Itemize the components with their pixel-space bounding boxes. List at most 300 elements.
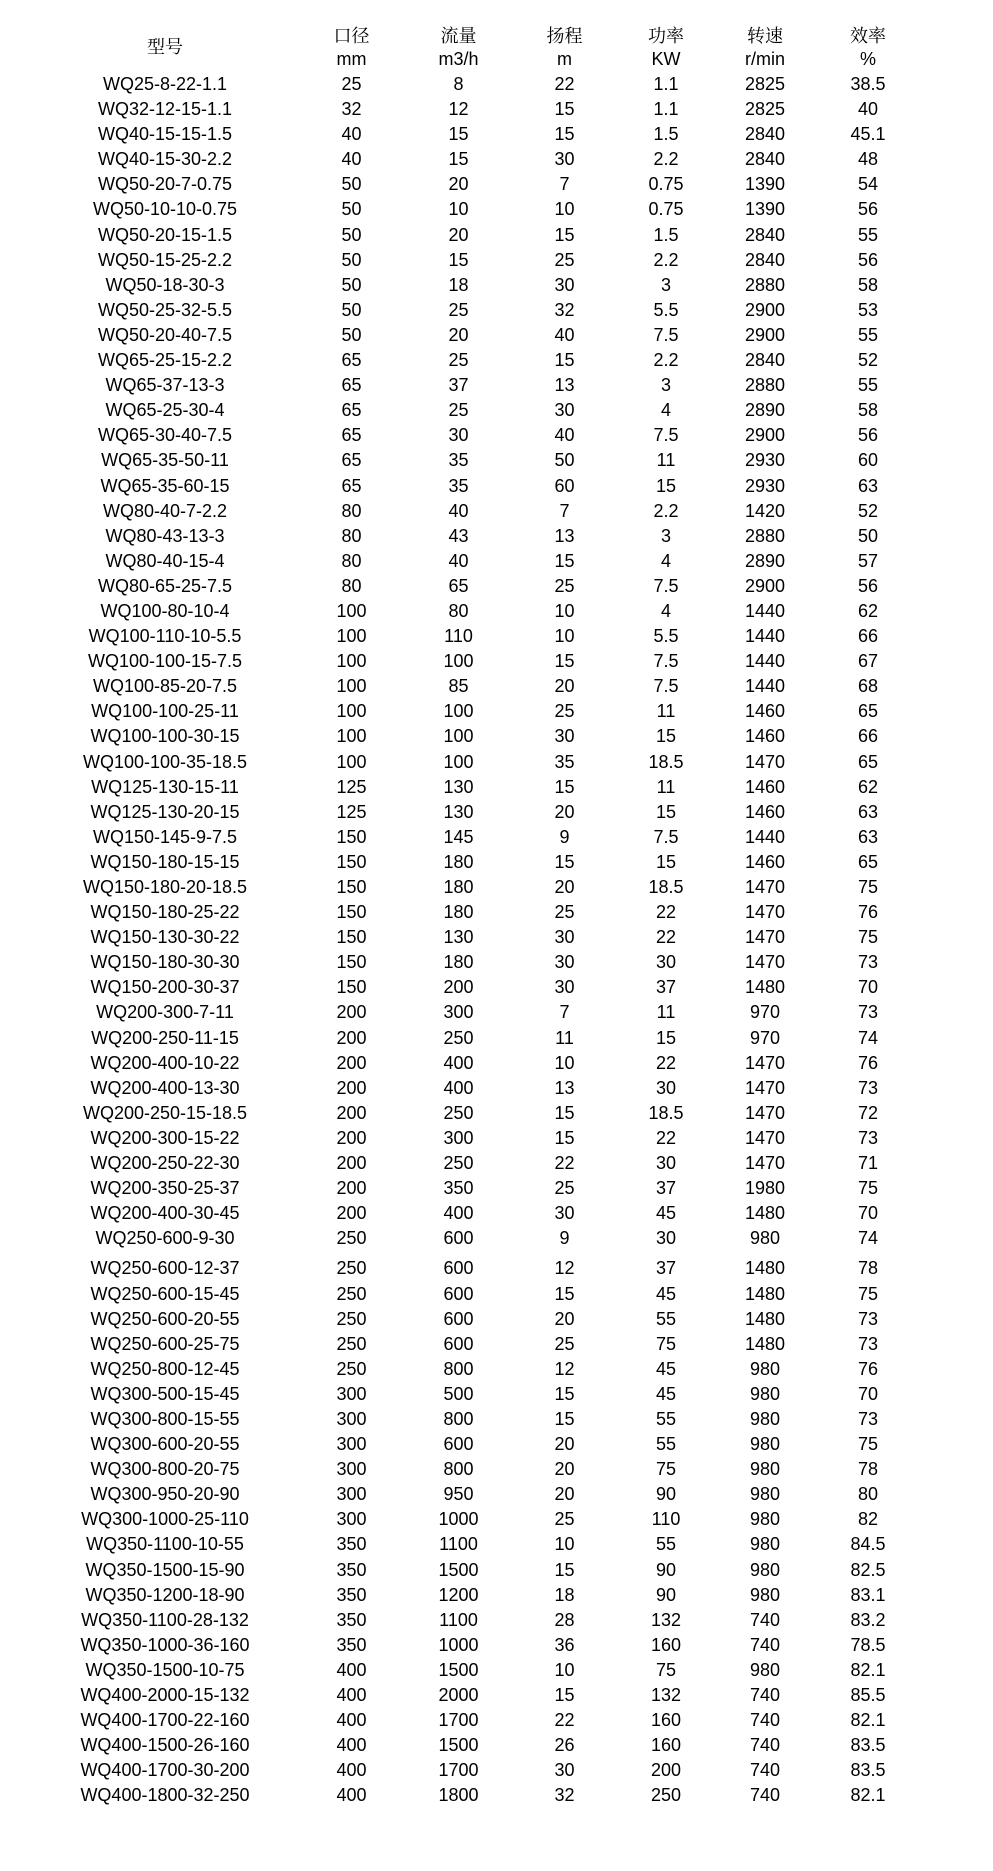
table-row — [0, 1176, 921, 1201]
power-cell: 1.5 — [653, 124, 679, 145]
flow-cell: 40 — [448, 550, 469, 571]
efficiency-cell: 56 — [857, 199, 879, 220]
flow-cell: 15 — [448, 149, 469, 170]
table-row — [0, 1633, 921, 1658]
head-cell: 12 — [554, 1258, 575, 1279]
power-cell: 22 — [655, 927, 677, 948]
table-row — [0, 800, 921, 825]
diameter-cell: 350 — [336, 1584, 367, 1605]
power-cell: 4 — [660, 400, 671, 421]
efficiency-cell: 53 — [857, 299, 879, 320]
speed-cell: 2880 — [744, 274, 786, 295]
model-cell: WQ50-25-32-5.5 — [97, 299, 233, 320]
efficiency-cell: 71 — [857, 1153, 879, 1174]
head-cell: 15 — [554, 1408, 575, 1429]
table-row — [0, 1482, 921, 1507]
power-cell: 18.5 — [648, 751, 684, 772]
speed-cell: 1480 — [744, 1203, 786, 1224]
speed-cell: 1470 — [744, 952, 786, 973]
head-cell: 22 — [554, 1710, 575, 1731]
efficiency-cell: 82.1 — [850, 1785, 886, 1806]
power-cell: 90 — [655, 1484, 677, 1505]
column-label: 口径 — [333, 26, 370, 46]
flow-cell: 1200 — [438, 1584, 479, 1605]
diameter-cell: 200 — [336, 1102, 367, 1123]
flow-cell: 180 — [443, 851, 474, 872]
power-cell: 37 — [655, 1258, 677, 1279]
head-cell: 15 — [554, 99, 575, 120]
diameter-cell: 40 — [341, 149, 362, 170]
head-cell: 28 — [554, 1609, 575, 1630]
head-cell: 7 — [559, 174, 570, 195]
flow-cell: 400 — [443, 1203, 474, 1224]
efficiency-cell: 85.5 — [850, 1685, 886, 1705]
model-cell: WQ200-400-13-30 — [90, 1077, 240, 1098]
efficiency-cell: 82.1 — [850, 1710, 886, 1731]
table-row — [0, 398, 921, 423]
speed-cell: 980 — [749, 1584, 781, 1605]
column-header-model — [0, 24, 258, 72]
flow-cell: 20 — [448, 324, 469, 345]
efficiency-cell: 73 — [857, 1127, 879, 1148]
power-cell: 4 — [660, 550, 671, 571]
efficiency-cell: 40 — [857, 99, 879, 120]
flow-cell: 250 — [443, 1027, 474, 1048]
table-row — [0, 925, 921, 950]
head-cell: 9 — [559, 1228, 570, 1249]
table-row — [0, 1076, 921, 1101]
power-cell: 37 — [655, 977, 677, 998]
speed-cell: 1440 — [744, 651, 786, 672]
model-cell: WQ350-1100-10-55 — [86, 1534, 244, 1555]
diameter-cell: 65 — [341, 450, 362, 471]
table-row — [0, 850, 921, 875]
power-cell: 22 — [655, 902, 677, 923]
power-cell: 22 — [655, 1052, 677, 1073]
power-cell: 45 — [655, 1358, 677, 1379]
efficiency-cell: 76 — [857, 1052, 879, 1073]
model-cell: WQ150-200-30-37 — [90, 977, 240, 998]
power-cell: 2.2 — [653, 500, 679, 521]
diameter-cell: 32 — [341, 99, 362, 120]
table-row — [0, 172, 921, 197]
diameter-cell: 65 — [341, 375, 362, 396]
diameter-cell: 200 — [336, 1153, 367, 1174]
head-cell: 20 — [554, 1459, 575, 1480]
speed-cell: 1390 — [744, 199, 786, 220]
model-cell: WQ250-600-20-55 — [90, 1308, 240, 1329]
model-cell: WQ100-80-10-4 — [100, 600, 230, 621]
diameter-cell: 250 — [336, 1308, 367, 1329]
speed-cell: 980 — [749, 1408, 781, 1429]
head-cell: 30 — [554, 977, 575, 998]
head-cell: 20 — [554, 1308, 575, 1329]
head-cell: 20 — [554, 1434, 575, 1455]
table-row — [0, 323, 921, 348]
model-cell: WQ65-30-40-7.5 — [97, 425, 233, 446]
table-row — [0, 97, 921, 122]
flow-cell: 600 — [443, 1283, 474, 1304]
efficiency-cell: 75 — [857, 1178, 879, 1199]
flow-cell: 180 — [443, 902, 474, 923]
efficiency-cell: 76 — [857, 902, 879, 923]
flow-cell: 15 — [448, 124, 469, 145]
flow-cell: 20 — [448, 174, 469, 195]
head-cell: 20 — [554, 801, 575, 822]
table-row — [0, 699, 921, 724]
speed-cell: 2880 — [744, 525, 786, 546]
head-cell: 10 — [554, 199, 575, 220]
model-cell: WQ350-1500-15-90 — [85, 1559, 245, 1580]
speed-cell: 1470 — [744, 1127, 786, 1148]
flow-cell: 25 — [448, 299, 469, 320]
column-label: 功率 — [648, 26, 684, 46]
speed-cell: 1470 — [744, 1102, 786, 1123]
head-cell: 25 — [554, 1178, 575, 1199]
model-cell: WQ50-20-7-0.75 — [97, 174, 233, 195]
head-cell: 15 — [554, 1127, 575, 1148]
speed-cell: 1460 — [744, 701, 786, 722]
table-row — [0, 298, 921, 323]
flow-cell: 110 — [444, 626, 473, 647]
diameter-cell: 300 — [336, 1383, 367, 1404]
speed-cell: 970 — [749, 1027, 781, 1048]
model-cell: WQ80-40-15-4 — [105, 550, 225, 571]
efficiency-cell: 70 — [857, 977, 879, 998]
power-cell: 75 — [655, 1659, 677, 1680]
efficiency-cell: 66 — [857, 626, 879, 647]
head-cell: 10 — [554, 626, 575, 647]
header-row — [0, 24, 921, 72]
head-cell: 26 — [554, 1735, 575, 1756]
table-header — [0, 24, 921, 72]
head-cell: 25 — [554, 249, 575, 270]
efficiency-cell: 70 — [857, 1203, 879, 1224]
efficiency-cell: 50 — [857, 525, 879, 546]
diameter-cell: 200 — [336, 1127, 367, 1148]
model-cell: WQ80-43-13-3 — [105, 525, 225, 546]
power-cell: 1.1 — [653, 99, 679, 120]
speed-cell: 980 — [749, 1534, 781, 1555]
speed-cell: 1460 — [744, 801, 786, 822]
table-row — [0, 1307, 921, 1332]
efficiency-cell: 55 — [857, 375, 879, 396]
power-cell: 7.5 — [653, 651, 679, 672]
head-cell: 22 — [554, 74, 575, 94]
power-cell: 160 — [650, 1710, 682, 1731]
flow-cell: 400 — [443, 1052, 474, 1073]
flow-cell: 180 — [443, 952, 474, 973]
head-cell: 32 — [554, 299, 575, 320]
flow-cell: 25 — [448, 350, 469, 371]
speed-cell: 740 — [749, 1735, 781, 1756]
flow-cell: 2000 — [438, 1685, 479, 1705]
flow-cell: 250 — [443, 1153, 474, 1174]
flow-cell: 25 — [448, 400, 469, 421]
power-cell: 132 — [650, 1609, 682, 1630]
flow-cell: 37 — [448, 375, 469, 396]
speed-cell: 2890 — [744, 400, 786, 421]
speed-cell: 740 — [749, 1609, 781, 1630]
column-label: 效率 — [850, 26, 886, 46]
power-cell: 45 — [655, 1283, 677, 1304]
pump-spec-table — [0, 24, 921, 1808]
head-cell: 30 — [554, 1203, 575, 1224]
speed-cell: 980 — [749, 1659, 781, 1680]
table-row — [0, 1532, 921, 1557]
flow-cell: 300 — [443, 1127, 474, 1148]
efficiency-cell: 75 — [857, 1434, 879, 1455]
table-row — [0, 147, 921, 172]
flow-cell: 35 — [448, 475, 469, 496]
table-row — [0, 1658, 921, 1683]
power-cell: 0.75 — [648, 174, 684, 195]
efficiency-cell: 48 — [857, 149, 879, 170]
flow-cell: 100 — [443, 751, 474, 772]
head-cell: 30 — [554, 274, 575, 295]
efficiency-cell: 84.5 — [850, 1534, 886, 1555]
head-cell: 15 — [554, 550, 575, 571]
power-cell: 7.5 — [653, 324, 679, 345]
table-row — [0, 574, 921, 599]
power-cell: 55 — [655, 1534, 677, 1555]
power-cell: 250 — [650, 1785, 682, 1806]
efficiency-cell: 68 — [857, 676, 879, 697]
flow-cell: 180 — [443, 877, 474, 897]
model-cell: WQ100-110-10-5.5 — [88, 626, 242, 647]
head-cell: 30 — [554, 927, 575, 948]
flow-cell: 12 — [448, 99, 469, 120]
table-row — [0, 775, 921, 800]
flow-cell: 85 — [448, 676, 469, 697]
diameter-cell: 150 — [336, 851, 367, 872]
efficiency-cell: 65 — [857, 701, 879, 722]
diameter-cell: 80 — [341, 550, 362, 571]
diameter-cell: 300 — [336, 1459, 367, 1480]
flow-cell: 65 — [448, 575, 469, 596]
power-cell: 0.75 — [648, 199, 684, 220]
model-cell: WQ50-10-10-0.75 — [92, 199, 238, 220]
power-cell: 55 — [655, 1434, 677, 1455]
model-cell: WQ250-800-12-45 — [90, 1358, 240, 1379]
flow-cell: 600 — [443, 1434, 474, 1455]
flow-cell: 1700 — [438, 1710, 479, 1731]
head-cell: 13 — [554, 1077, 575, 1098]
power-cell: 15 — [655, 726, 677, 747]
diameter-cell: 200 — [336, 1178, 367, 1199]
speed-cell: 740 — [749, 1710, 781, 1731]
speed-cell: 1420 — [744, 500, 786, 521]
power-cell: 200 — [650, 1760, 682, 1781]
model-cell: WQ150-145-9-7.5 — [92, 826, 238, 847]
table-row — [0, 1201, 921, 1226]
table-row — [0, 1051, 921, 1076]
model-cell: WQ100-100-25-11 — [91, 701, 239, 722]
diameter-cell: 150 — [336, 977, 367, 998]
speed-cell: 2840 — [744, 224, 786, 245]
head-cell: 12 — [554, 1358, 575, 1379]
diameter-cell: 50 — [341, 174, 362, 195]
column-header-flow — [405, 24, 512, 72]
diameter-cell: 100 — [336, 676, 367, 697]
model-cell: WQ350-1000-36-160 — [80, 1634, 250, 1655]
efficiency-cell: 83.5 — [850, 1760, 886, 1781]
power-cell: 37 — [655, 1178, 677, 1199]
model-cell: WQ100-100-15-7.5 — [87, 651, 243, 672]
head-cell: 25 — [554, 1509, 575, 1530]
diameter-cell: 25 — [341, 74, 362, 94]
head-cell: 10 — [554, 1659, 575, 1680]
speed-cell: 1440 — [744, 676, 786, 697]
power-cell: 30 — [655, 1153, 677, 1174]
diameter-cell: 400 — [336, 1735, 367, 1756]
model-cell: WQ200-250-11-15 — [91, 1027, 239, 1048]
model-cell: WQ50-18-30-3 — [105, 274, 225, 295]
efficiency-cell: 52 — [857, 500, 879, 521]
head-cell: 15 — [554, 350, 575, 371]
flow-cell: 600 — [443, 1333, 474, 1354]
efficiency-cell: 73 — [857, 1408, 879, 1429]
diameter-cell: 400 — [336, 1685, 367, 1705]
head-cell: 15 — [554, 1559, 575, 1580]
head-cell: 25 — [554, 575, 575, 596]
efficiency-cell: 83.5 — [850, 1735, 886, 1756]
diameter-cell: 50 — [341, 274, 362, 295]
diameter-cell: 300 — [336, 1434, 367, 1455]
diameter-cell: 65 — [341, 475, 362, 496]
speed-cell: 1480 — [744, 977, 786, 998]
head-cell: 13 — [554, 525, 575, 546]
model-cell: WQ65-25-30-4 — [105, 400, 225, 421]
power-cell: 7.5 — [653, 676, 679, 697]
table-row — [0, 1026, 921, 1051]
model-cell: WQ32-12-15-1.1 — [97, 99, 233, 120]
flow-cell: 30 — [448, 425, 469, 446]
head-cell: 10 — [554, 600, 575, 621]
model-cell: WQ40-15-30-2.2 — [97, 149, 233, 170]
diameter-cell: 50 — [341, 324, 362, 345]
head-cell: 30 — [554, 400, 575, 421]
diameter-cell: 300 — [336, 1509, 367, 1530]
speed-cell: 980 — [749, 1434, 781, 1455]
power-cell: 1.5 — [653, 224, 679, 245]
head-cell: 20 — [554, 676, 575, 697]
speed-cell: 980 — [749, 1509, 781, 1530]
model-cell: WQ300-600-20-55 — [90, 1434, 240, 1455]
column-header-diameter — [258, 24, 405, 72]
model-cell: WQ150-180-20-18.5 — [82, 877, 248, 897]
flow-cell: 1500 — [438, 1659, 479, 1680]
speed-cell: 2890 — [744, 550, 786, 571]
speed-cell: 1470 — [744, 927, 786, 948]
diameter-cell: 350 — [336, 1634, 367, 1655]
flow-cell: 800 — [443, 1358, 474, 1379]
efficiency-cell: 74 — [857, 1228, 879, 1249]
power-cell: 15 — [655, 851, 677, 872]
flow-cell: 1800 — [438, 1785, 479, 1806]
flow-cell: 1500 — [438, 1735, 479, 1756]
head-cell: 15 — [554, 124, 575, 145]
head-cell: 7 — [559, 500, 570, 521]
model-cell: WQ65-37-13-3 — [105, 375, 225, 396]
model-cell: WQ200-300-7-11 — [96, 1002, 234, 1023]
model-cell: WQ350-1100-28-132 — [81, 1609, 249, 1630]
flow-cell: 100 — [443, 726, 474, 747]
flow-cell: 600 — [443, 1258, 474, 1279]
model-cell: WQ80-65-25-7.5 — [97, 575, 233, 596]
table-row — [0, 1000, 921, 1025]
flow-cell: 1100 — [439, 1609, 478, 1630]
efficiency-cell: 75 — [857, 927, 879, 948]
head-cell: 15 — [554, 1383, 575, 1404]
diameter-cell: 250 — [336, 1333, 367, 1354]
head-cell: 10 — [554, 1534, 575, 1555]
diameter-cell: 300 — [336, 1484, 367, 1505]
model-cell: WQ50-20-40-7.5 — [97, 324, 233, 345]
table-row — [0, 1282, 921, 1307]
speed-cell: 1460 — [744, 776, 786, 797]
model-cell: WQ300-800-15-55 — [90, 1408, 240, 1429]
model-cell: WQ125-130-20-15 — [90, 801, 240, 822]
diameter-cell: 350 — [336, 1559, 367, 1580]
model-cell: WQ250-600-9-30 — [95, 1228, 235, 1249]
model-cell: WQ200-400-10-22 — [90, 1052, 240, 1073]
speed-cell: 2880 — [744, 375, 786, 396]
diameter-cell: 80 — [341, 525, 362, 546]
table-row — [0, 1683, 921, 1708]
model-cell: WQ125-130-15-11 — [91, 776, 239, 797]
diameter-cell: 100 — [336, 600, 367, 621]
speed-cell: 2840 — [744, 249, 786, 270]
model-cell: WQ400-1700-30-200 — [80, 1760, 250, 1781]
head-cell: 36 — [554, 1634, 575, 1655]
efficiency-cell: 73 — [857, 1308, 879, 1329]
efficiency-cell: 45.1 — [850, 124, 886, 145]
speed-cell: 1470 — [744, 1077, 786, 1098]
head-cell: 15 — [554, 1102, 575, 1123]
model-cell: WQ40-15-15-1.5 — [97, 124, 233, 145]
flow-cell: 600 — [443, 1308, 474, 1329]
table-row — [0, 1101, 921, 1126]
head-cell: 25 — [554, 1333, 575, 1354]
table-row — [0, 1733, 921, 1758]
power-cell: 2.2 — [653, 350, 679, 371]
speed-cell: 1470 — [744, 1153, 786, 1174]
power-cell: 132 — [650, 1685, 682, 1705]
diameter-cell: 200 — [336, 1203, 367, 1224]
power-cell: 160 — [650, 1735, 682, 1756]
efficiency-cell: 62 — [857, 776, 879, 797]
power-cell: 1.1 — [653, 74, 679, 94]
efficiency-cell: 72 — [857, 1102, 879, 1123]
diameter-cell: 250 — [336, 1358, 367, 1379]
power-cell: 18.5 — [648, 1102, 684, 1123]
flow-cell: 400 — [443, 1077, 474, 1098]
table-row — [0, 197, 921, 222]
efficiency-cell: 66 — [857, 726, 879, 747]
diameter-cell: 350 — [336, 1609, 367, 1630]
model-cell: WQ200-350-25-37 — [90, 1178, 240, 1199]
flow-cell: 350 — [443, 1178, 474, 1199]
diameter-cell: 40 — [341, 124, 362, 145]
column-label: 转速 — [747, 26, 783, 46]
model-cell: WQ250-600-15-45 — [90, 1283, 240, 1304]
power-cell: 3 — [660, 525, 671, 546]
table-row — [0, 1507, 921, 1532]
power-cell: 160 — [650, 1634, 682, 1655]
model-cell: WQ350-1500-10-75 — [85, 1659, 245, 1680]
diameter-cell: 100 — [336, 701, 367, 722]
